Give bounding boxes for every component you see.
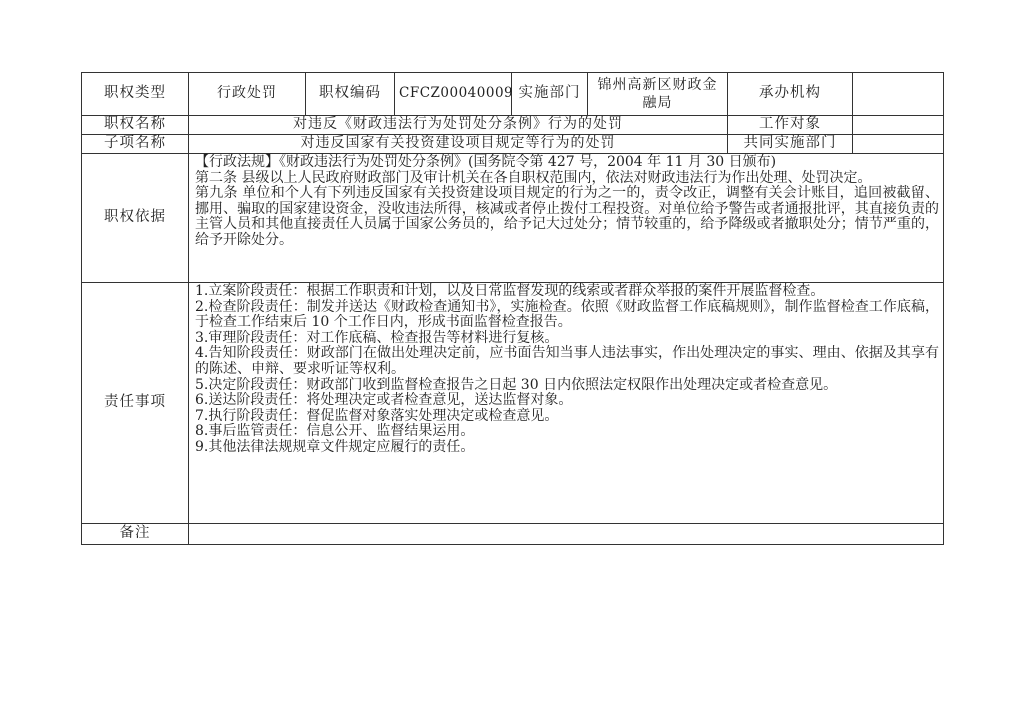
handling-org-label: 承办机构	[728, 73, 853, 116]
authority-code-label: 职权编码	[306, 73, 395, 116]
authority-code-value: CFCZ00040009	[395, 73, 512, 116]
duty-item: 4.告知阶段责任：财政部门在做出处理决定前，应书面告知当事人违法事实，作出处理决定的事实、理由、依据及其享有的陈述、申辩、要求听证等权利。	[195, 345, 939, 377]
row-responsibilities	[82, 283, 944, 524]
basis-paragraph: 第二条 县级以上人民政府财政部门及审计机关在各自职权范围内，依法对财政违法行为作出处理、处罚决定。	[195, 169, 872, 186]
implementing-dept-value: 锦州高新区财政金融局	[588, 73, 728, 116]
duty-item: 8.事后监管责任：信息公开、监督结果运用。	[195, 423, 475, 440]
authority-name-value: 对违反《财政违法行为处罚处分条例》行为的处罚	[189, 116, 728, 135]
handling-org-value	[853, 73, 944, 116]
authority-basis-label: 职权依据	[82, 154, 189, 283]
row-authority-basis	[82, 154, 944, 283]
duty-item: 3.审理阶段责任：对工作底稿、检查报告等材料进行复核。	[195, 329, 559, 346]
remarks-value	[189, 524, 944, 545]
authority-type-value: 行政处罚	[189, 73, 306, 116]
row-remarks	[82, 524, 944, 545]
duty-item: 6.送达阶段责任：将处理决定或者检查意见，送达监督对象。	[195, 392, 573, 409]
sub-item-value: 对违反国家有关投资建设项目规定等行为的处罚	[189, 135, 728, 154]
row-sub-item	[82, 135, 944, 154]
responsibilities-content	[189, 283, 944, 524]
authority-table	[81, 72, 944, 545]
duty-item: 5.决定阶段责任：财政部门收到监督检查报告之日起 30 日内依照法定权限作出处理决定或者检查意见。	[195, 376, 838, 393]
work-target-label: 工作对象	[728, 116, 853, 135]
duty-item: 9.其他法律法规规章文件规定应履行的责任。	[195, 438, 475, 455]
row-authority-type	[82, 73, 944, 116]
joint-dept-value	[853, 135, 944, 154]
authority-name-label: 职权名称	[82, 116, 189, 135]
authority-table-sheet	[81, 72, 943, 545]
row-authority-name	[82, 116, 944, 135]
implementing-dept-label: 实施部门	[512, 73, 588, 116]
work-target-value	[853, 116, 944, 135]
basis-paragraph: 【行政法规】《财政违法行为处罚处分条例》(国务院令第 427 号，2004 年 11 月 30 日颁布)	[195, 154, 777, 170]
sub-item-label: 子项名称	[82, 135, 189, 154]
joint-dept-label: 共同实施部门	[728, 135, 853, 154]
basis-paragraph: 第九条 单位和个人有下列违反国家有关投资建设项目规定的行为之一的，责令改正，调整有关会计账目，追回被截留、挪用、骗取的国家建设资金，没收违法所得，核减或者停止拨付工程投资。对单位给予警告或者通报批评，其直接负责的主管人员和其他直接责任人员属于国家公务员的，给予记大过处分；情节较重的，给予降级或者撤职处分；情节严重的，给予开除处分。	[195, 185, 939, 248]
duty-item: 1.立案阶段责任：根据工作职责和计划，以及日常监督发现的线索或者群众举报的案件开展监督检查。	[195, 283, 825, 299]
responsibilities-label: 责任事项	[82, 283, 189, 524]
duty-item: 7.执行阶段责任：督促监督对象落实处理决定或检查意见。	[195, 407, 559, 424]
remarks-label: 备注	[82, 524, 189, 545]
authority-basis-content	[189, 154, 944, 283]
duty-item: 2.检查阶段责任：制发并送达《财政检查通知书》，实施检查。依照《财政监督工作底稿规则》，制作监督检查工作底稿，于检查工作结束后 10 个工作日内，形成书面监督检查报告。	[195, 298, 939, 331]
authority-type-label: 职权类型	[82, 73, 189, 116]
